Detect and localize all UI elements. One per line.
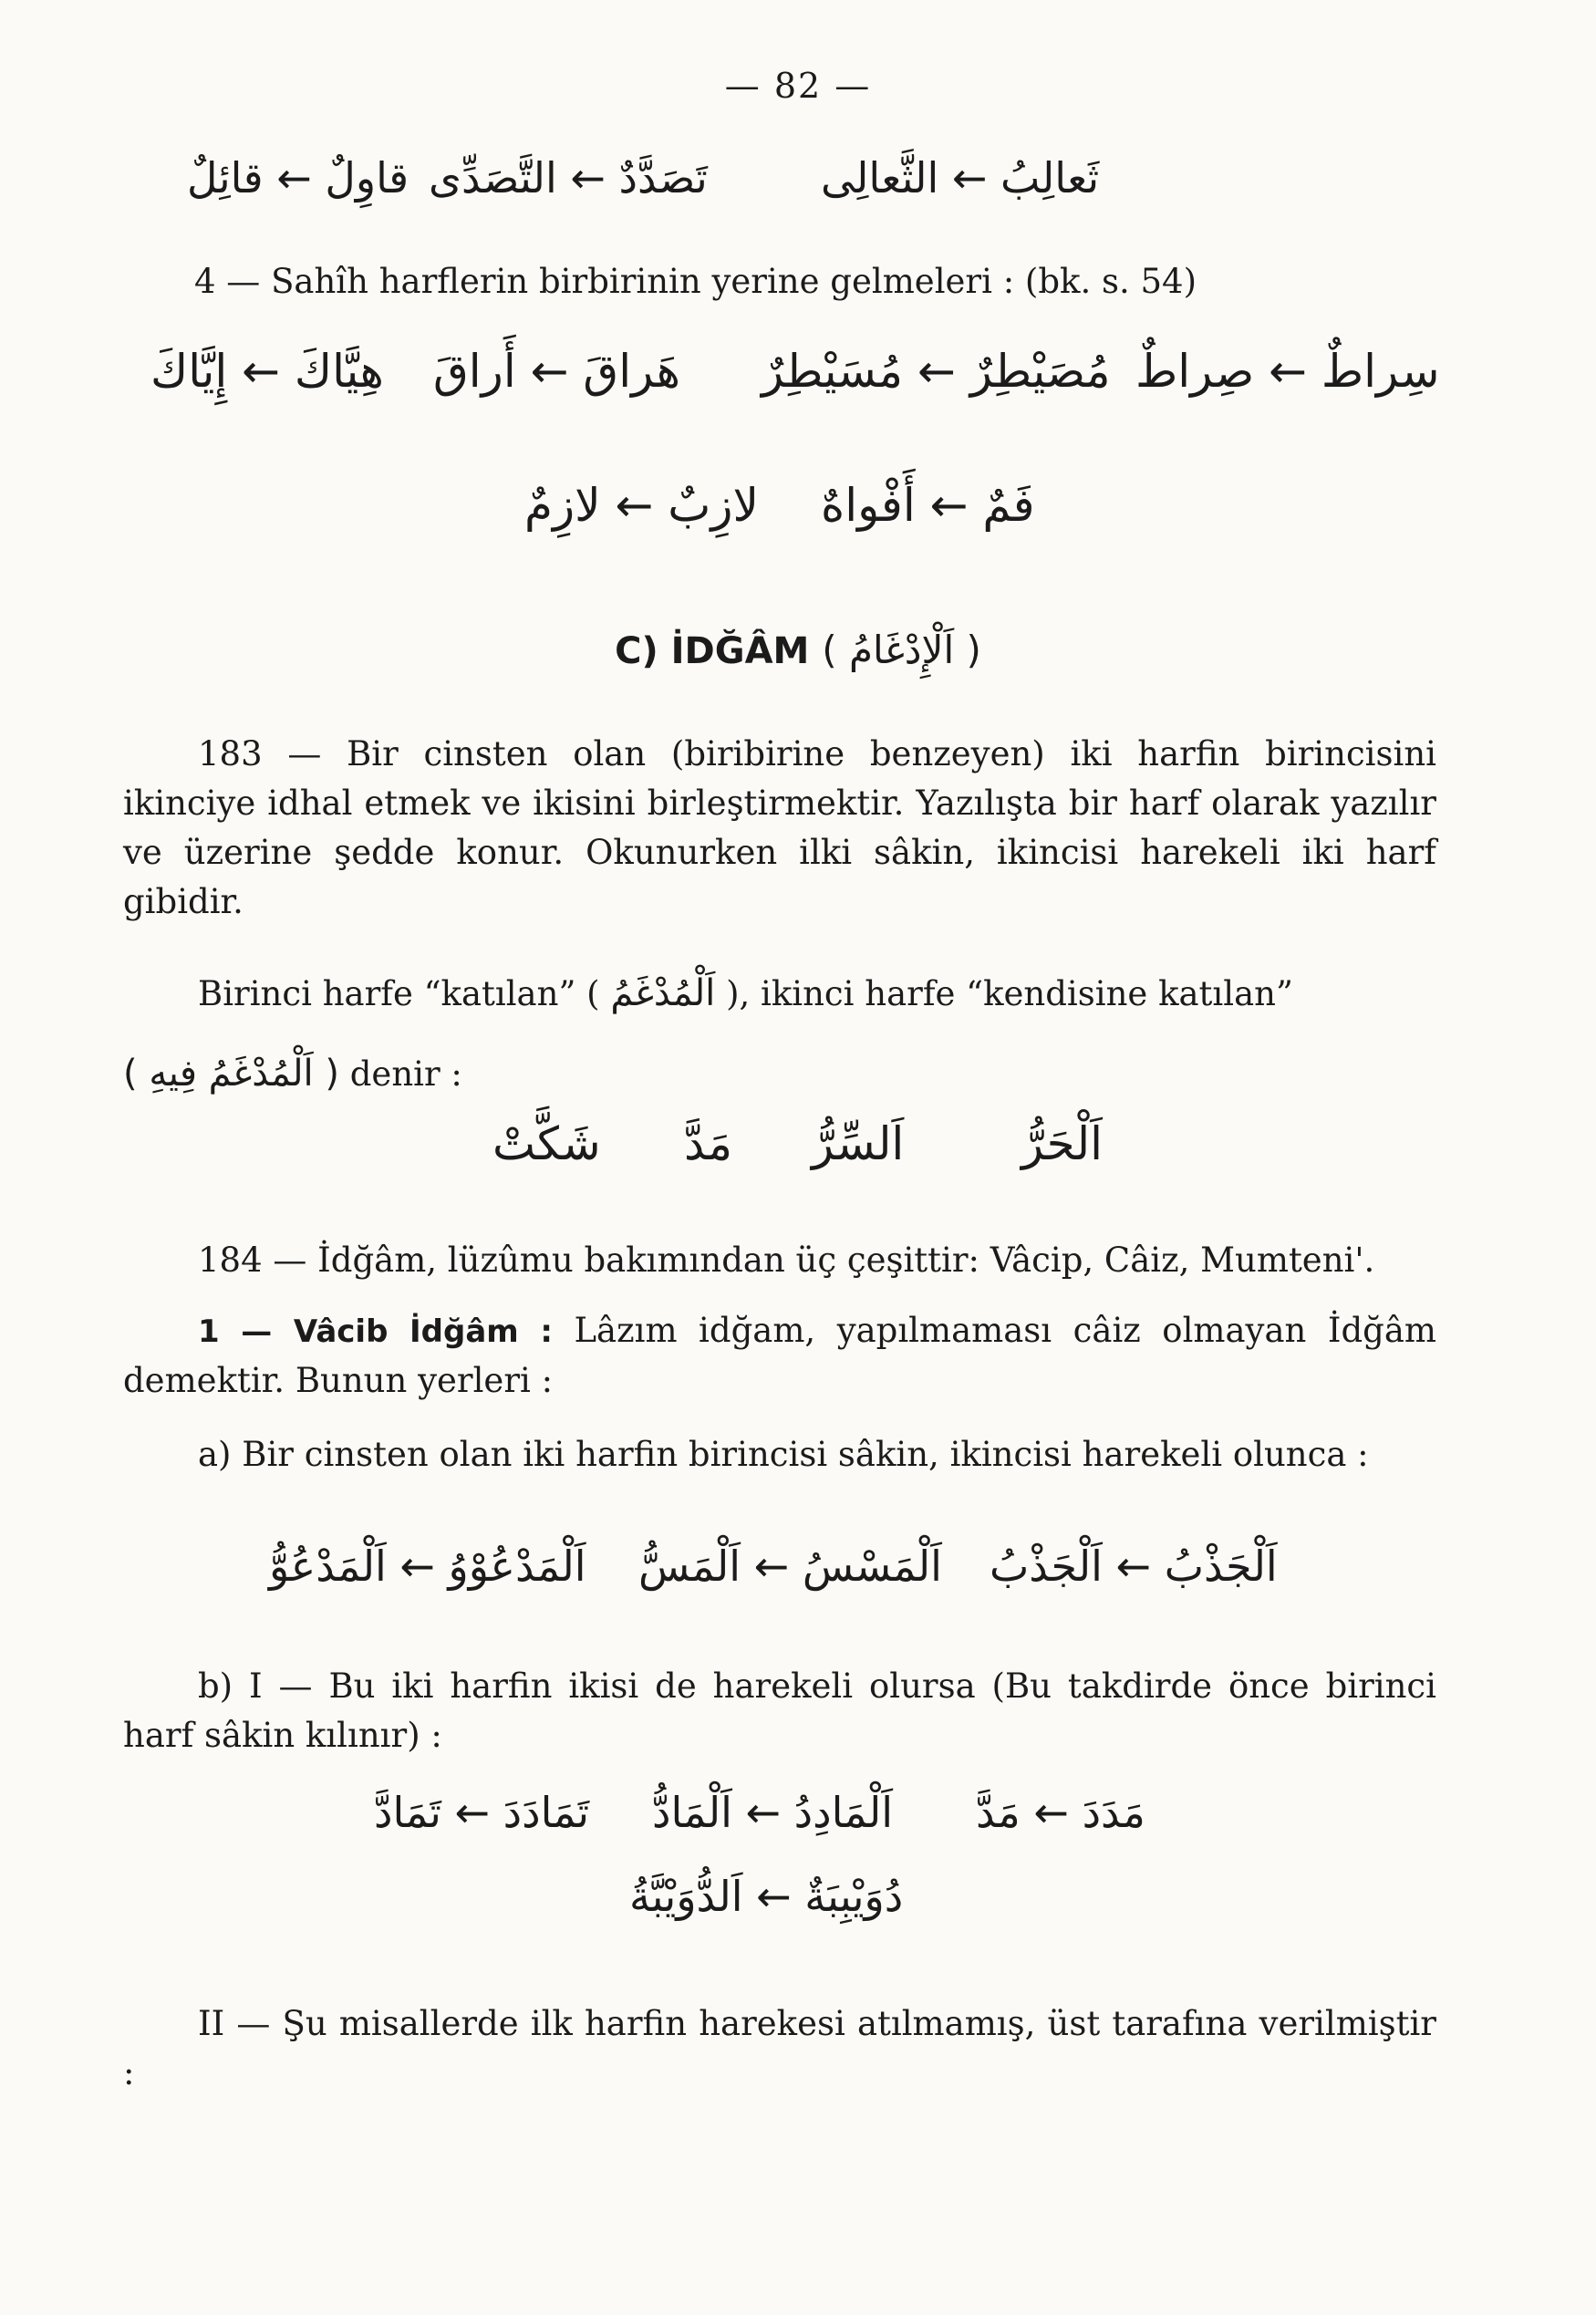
birinci-text-c: denir : — [349, 1054, 462, 1094]
arabic-example-row3-2: فَمٌ ← أَفْواهٌ — [821, 479, 1035, 532]
paragraph-birinci — [123, 969, 1436, 1019]
arabic-example-3: اَلسِّرُّ — [812, 1117, 905, 1170]
arabic-example-row3-1: لازِبٌ ← لازِمٌ — [524, 479, 760, 532]
birinci-text-b: ), ikinci harfe “kendisine katılan” — [726, 974, 1293, 1013]
arabic-example-b-1: تَمَادَدَ ← تَمَادَّ — [374, 1788, 590, 1837]
arabic-example-row1-right: ثَعالِبُ ← الثَّعالِى — [821, 153, 1100, 202]
heading-label: C) İDĞÂM — [615, 630, 810, 672]
arabic-example-row1-mid: تَصَدَّدٌ ← التَّصَدِّى — [429, 153, 708, 202]
paragraph-a: a) Bir cinsten olan iki harfin birincisi sâkin, ikincisi harekeli olunca : — [198, 1435, 1369, 1474]
vacib-text: Lâzım idğam, yapılmaması câiz olmayan İdğâm demektir. Bunun yerleri : — [123, 1311, 1437, 1400]
arabic-example-1: شَكَّتْ — [492, 1117, 601, 1170]
paragraph-b: b) I — Bu iki harfin ikisi de harekeli olursa (Bu takdirde önce birinci harf sâkin kılınır) : — [123, 1666, 1436, 1755]
birinci-text-a: Birinci harfe “katılan” ( — [198, 974, 600, 1013]
vacib-bold-label: 1 — Vâcib İdğâm : — [198, 1313, 553, 1350]
section-heading — [0, 628, 1596, 672]
arabic-example-row2-1: هِيَّاكَ ← إِيَّاكَ — [150, 345, 384, 398]
arabic-example-row1-left: قاوِلٌ ← قائِلٌ — [187, 153, 409, 202]
paragraph-183: 183 — Bir cinsten olan (biribirine benzeyen) iki harfin birincisini ikinciye idhal etmek ve ikisini birleştirmektir. Yazılışta bir harf olarak yazılır ve üzerine şedde konur. Okunurken ilki sâkin, ikincisi harekeli iki harf gibidir. — [123, 734, 1436, 921]
arabic-example-a-2: اَلْمَسْسُ ← اَلْمَسُّ — [638, 1542, 942, 1591]
paragraph-II: II — Şu misallerde ilk harfin harekesi atılmamış, üst tarafına verilmiştir : — [123, 2004, 1436, 2092]
heading-arabic: ( اَلْإِدْغَامُ ) — [822, 628, 981, 672]
arabic-example-row2-2: هَراقَ ← أَراقَ — [433, 345, 681, 398]
arabic-example-a-3: اَلْجَذْبُ ← اَلْجَذْبُ — [990, 1542, 1278, 1591]
arabic-example-row2-4: سِراطٌ ← صِراطٌ — [1135, 345, 1440, 398]
page-number: — 82 — — [724, 66, 872, 106]
arabic-example-row2-3: مُصَيْطِرٌ ← مُسَيْطِرٌ — [762, 345, 1111, 398]
arabic-example-b-3: مَدَدَ ← مَدَّ — [976, 1788, 1145, 1837]
section-4-title: 4 — Sahîh harflerin birbirinin yerine gelmeleri : (bk. s. 54) — [194, 262, 1197, 301]
arabic-example-4: اَلْحَرُّ — [1021, 1117, 1103, 1170]
paragraph-birinci-cont — [123, 1049, 1436, 1099]
paragraph-184: 184 — İdğâm, lüzûmu bakımından üç çeşittir: Vâcip, Câiz, Mumteni'. — [198, 1241, 1375, 1280]
birinci-arabic-2: ( اَلْمُدْغَمُ فِيهِ ) — [123, 1053, 339, 1095]
arabic-example-b-4: دُوَيْبِبَةٌ ← اَلدُّوَيْبَّةُ — [629, 1872, 904, 1921]
birinci-arabic-1: اَلْمُدْغَمُ — [610, 972, 716, 1014]
paragraph-vacib — [123, 1306, 1436, 1406]
arabic-example-a-1: اَلْمَدْعُوْوُ ← اَلْمَدْعُوُّ — [269, 1542, 586, 1591]
arabic-example-2: مَدَّ — [684, 1117, 733, 1170]
arabic-example-b-2: اَلْمَادِدُ ← اَلْمَادُّ — [652, 1788, 894, 1837]
